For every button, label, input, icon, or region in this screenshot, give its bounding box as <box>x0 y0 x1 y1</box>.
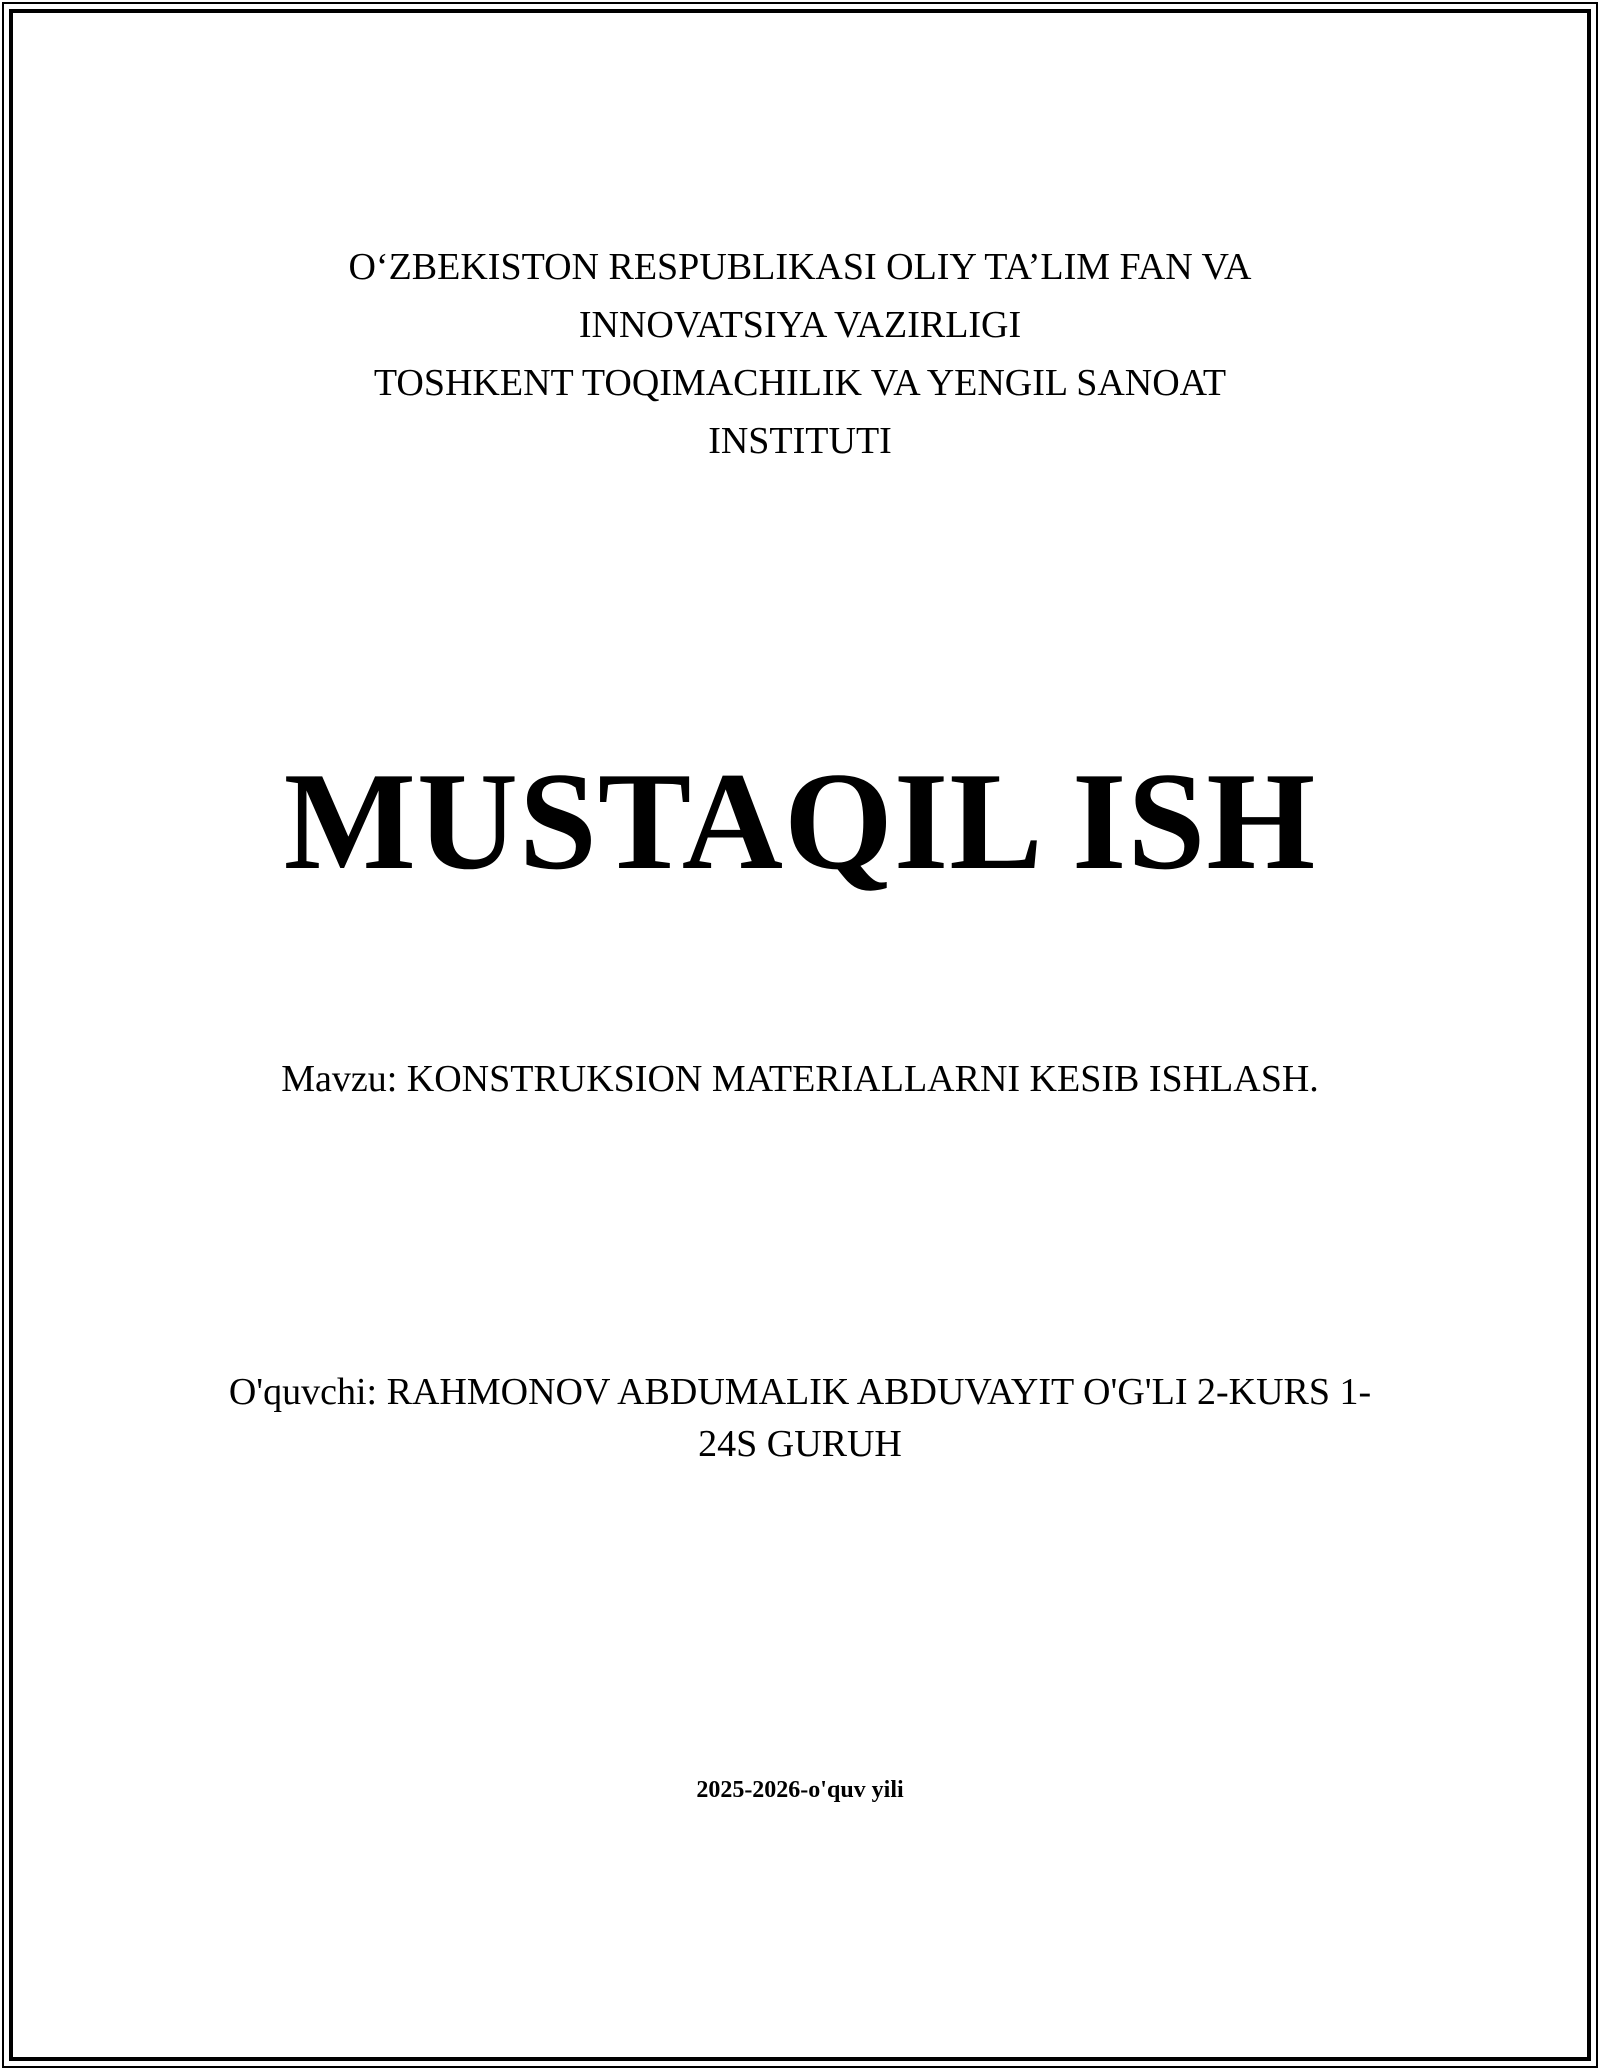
academic-year: 2025-2026-o'quv yili <box>696 1777 904 1803</box>
document-title: MUSTAQIL ISH <box>283 744 1317 899</box>
ministry-header-line-2: INNOVATSIYA VAZIRLIGI <box>578 304 1022 346</box>
ministry-header <box>60 238 1540 470</box>
topic-line: Mavzu: KONSTRUKSION MATERIALLARNI KESIB ISHLASH. <box>281 1058 1319 1100</box>
institute-header-line-2: INSTITUTI <box>708 420 892 462</box>
ministry-header-line-1: O‘ZBEKISTON RESPUBLIKASI OLIY TA’LIM FAN VA <box>348 246 1252 288</box>
student-info <box>60 1366 1540 1470</box>
institute-header-line-1: TOSHKENT TOQIMACHILIK VA YENGIL SANOAT <box>373 362 1227 404</box>
student-info-line-2: 24S GURUH <box>698 1423 902 1465</box>
student-info-line-1: O'quvchi: RAHMONOV ABDUMALIK ABDUVAYIT O'G'LI 2-KURS 1- <box>228 1371 1372 1413</box>
